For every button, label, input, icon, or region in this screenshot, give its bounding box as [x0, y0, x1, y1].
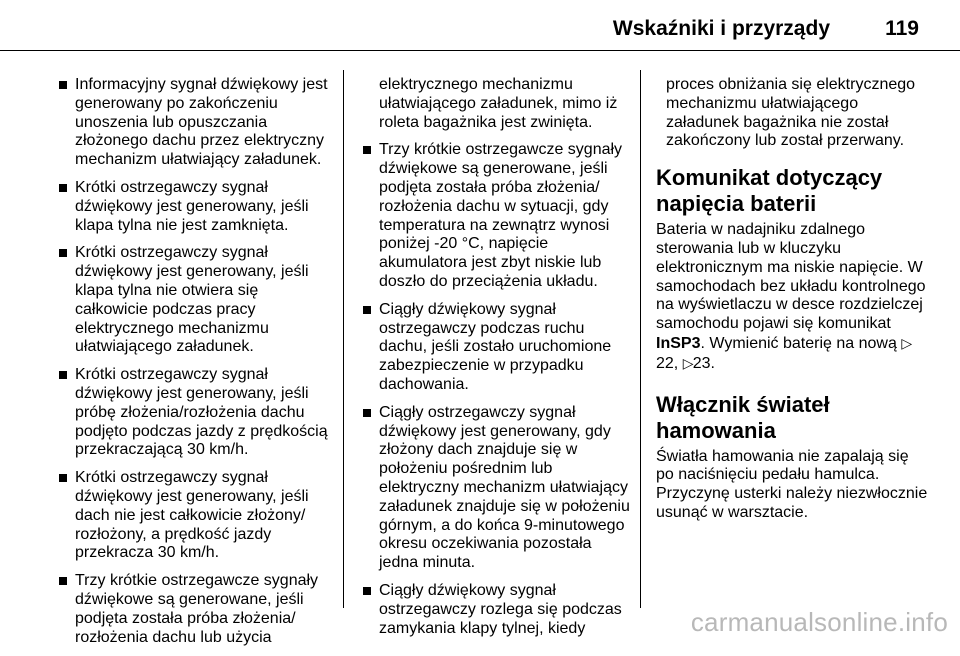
- text-segment: .: [710, 354, 715, 372]
- list-item: Krótki ostrzegawczy sygnał dźwiękowy jest generowany, jeśli próbę złożenia/rozłożenia dachu podjęto podczas jazdy z prędkością przekraczającą 30 km/h.: [56, 366, 331, 460]
- watermark-text: carmanualsonline.info: [690, 607, 948, 637]
- display-code: InSP3: [656, 334, 701, 352]
- column-divider-1: [343, 70, 344, 608]
- text-segment: ,: [673, 354, 683, 372]
- page-reference-icon: ▷: [901, 334, 913, 351]
- list-item: Krótki ostrzegawczy sygnał dźwiękowy jest generowany, jeśli klapa tylna nie otwiera się całkowicie podczas pracy elektrycznego mechanizmu ułatwiającego załadunek.: [56, 244, 331, 357]
- column-3: [656, 76, 928, 541]
- section-heading-battery: Komunikat dotyczący napięcia baterii: [656, 165, 883, 217]
- list-item: Trzy krótkie ostrzegawcze sygnały dźwiękowe są generowane, jeśli podjęta została próba złożenia/ rozłożenia dachu lub użycia: [56, 572, 331, 647]
- text-segment: Bateria w nadajniku zdalnego sterowania lub w kluczyku elektronicznym ma niskie napięcie. W samochodach bez układu kontrolnego na wyświetlaczu w desce rozdzielczej samochodu pojawi się komunikat: [656, 221, 926, 333]
- header-rule: [0, 50, 960, 51]
- column-2: [360, 76, 635, 647]
- list-item: Informacyjny sygnał dźwiękowy jest generowany po zakończeniu unoszenia lub opuszczania złożonego dachu przez elektryczny mechanizm ułatwiający załadunek.: [56, 76, 331, 170]
- continued-text: proces obniżania się elektrycznego mechanizmu ułatwiającego załadunek bagażnika nie został zakończony lub został przerwany.: [666, 76, 916, 150]
- column-divider-2: [640, 70, 641, 608]
- section-heading-brake-light-switch: Włącznik świateł hamowania: [656, 391, 830, 443]
- text-segment: . Wymienić baterię na nową: [700, 334, 902, 352]
- bullet-list: [360, 141, 635, 638]
- battery-message-text: [656, 221, 928, 373]
- list-item: Ciągły dźwiękowy sygnał ostrzegawczy rozlega się podczas zamykania klapy tylnej, kiedy: [360, 582, 635, 638]
- page-reference-icon: ▷: [682, 354, 694, 371]
- page-reference-link[interactable]: 22: [656, 354, 674, 372]
- page-number: 119: [885, 17, 919, 40]
- page-title: Wskaźniki i przyrządy: [612, 17, 830, 40]
- list-item: Krótki ostrzegawczy sygnał dźwiękowy jest generowany, jeśli dach nie jest całkowicie złożony/ rozłożony, a prędkość jazdy przekracza 30 km/h.: [56, 469, 331, 563]
- bullet-list: [56, 76, 331, 647]
- list-item: Ciągły dźwiękowy sygnał ostrzegawczy podczas ruchu dachu, jeśli zostało uruchomione zabezpieczenie w przypadku dachowania.: [360, 301, 635, 395]
- list-item: Krótki ostrzegawczy sygnał dźwiękowy jest generowany, jeśli klapa tylna nie jest zamknięta.: [56, 179, 331, 235]
- column-1: [56, 76, 331, 656]
- page-reference-link[interactable]: 23: [692, 354, 711, 372]
- brake-light-text: Światła hamowania nie zapalają się po naciśnięciu pedału hamulca. Przyczynę usterki należy niezwłocznie usunąć w warsztacie.: [656, 447, 928, 521]
- list-item: Ciągły ostrzegawczy sygnał dźwiękowy jest generowany, gdy złożony dach znajduje się w położeniu pośrednim lub elektryczny mechanizm ułatwiający załadunek znajduje się w położeniu górnym, a do końca 9-minutowego okresu oczekiwania pozostała jedna minuta.: [360, 404, 635, 573]
- continued-text: elektrycznego mechanizmu ułatwiającego załadunek, mimo iż roleta bagażnika jest zwinięta.: [379, 76, 618, 131]
- page-header: [0, 14, 960, 46]
- list-item: Trzy krótkie ostrzegawcze sygnały dźwiękowe są generowane, jeśli podjęta została próba złożenia/ rozłożenia dachu w sytuacji, gdy temperatura na zewnątrz wynosi poniżej -20 °C, napięcie akumulatora jest zbyt niskie lub doszło do przeciążenia układu.: [360, 141, 635, 291]
